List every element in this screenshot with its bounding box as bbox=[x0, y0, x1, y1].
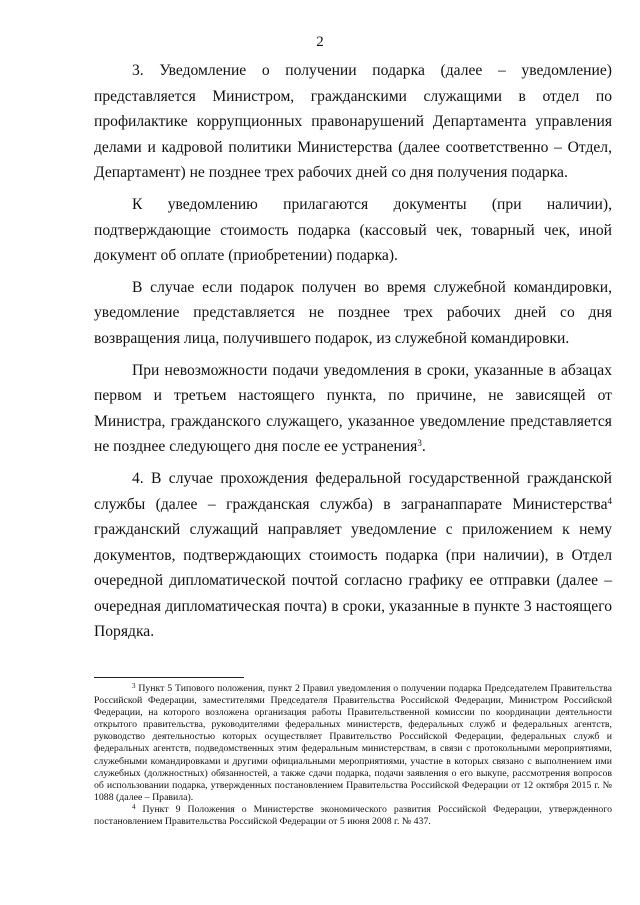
document-body bbox=[94, 58, 612, 651]
footnote-ref-3: 3 bbox=[417, 438, 422, 449]
footnote-3 bbox=[94, 683, 612, 804]
paragraph-item-4-text-after: гражданский служащий направляет уведомление с приложением к нему документов, подтверждающих стоимость подарка (при наличии), в Отдел очередной дипломатической почтой согласно графику ее отправки (далее – очередная дипломатическая почта) в сроки, указанные в пункте 3 настоящего Порядка. bbox=[94, 521, 612, 641]
paragraph-business-trip: В случае если подарок получен во время служебной командировки, уведомление представляется не позднее трех рабочих дней со дня возвращения лица, получившего подарок, из служебной командировки. bbox=[94, 278, 612, 347]
paragraph-item-4-text-before: 4. В случае прохождения федеральной государственной гражданской службы (далее – гражданская служба) в загранаппарате Министерства bbox=[94, 469, 612, 513]
paragraph-impossibility bbox=[94, 358, 612, 460]
footnote-marker-4: 4 bbox=[132, 802, 136, 811]
page-number: 2 bbox=[316, 34, 324, 50]
paragraph-item-3: 3. Уведомление о получении подарка (далее – уведомление) представляется Министром, гражданскими служащими в отдел по профилактике коррупционных правонарушений Департамента управления делами и кадровой политики Министерства (далее соответственно – Отдел, Департамент) не позднее трех рабочих дней со дня получения подарка. bbox=[94, 62, 612, 182]
footnote-text-3: Пункт 5 Типового положения, пункт 2 Правил уведомления о получении подарка Председателем Правительства Российской Федерации, заместителями Председателя Правительства Российской Федерации, Министром Российской Федерации, на которого возложена организация работы Правительственной комиссии по координации деятельности открытого правительства, руководителями федеральных министерств, федеральных служб и федеральных агентств, руководство деятельностью которых осуществляет Правительство Российской Федерации, федеральных служб и федеральных агентств, подведомственных этим федеральным министерствам, в связи с протокольными мероприятиями, служебными командировками и другими официальными мероприятиями, участие в которых связано с выполнением ими служебных (должностных) обязанностей, а также сдачи подарка, подачи заявления о его выкупе, рассмотрения вопросов об использовании подарка, утвержденных постановлением Правительства Российской Федерации от 12 октября 2015 г. № 1088 (далее – Правила). bbox=[94, 683, 612, 803]
footnotes bbox=[94, 683, 612, 828]
paragraph-attachments: К уведомлению прилагаются документы (при наличии), подтверждающие стоимость подарка (кассовый чек, товарный чек, иной документ об оплате (приобретении) подарка). bbox=[94, 195, 612, 265]
paragraph-impossibility-tail: . bbox=[421, 438, 426, 456]
footnote-marker-3: 3 bbox=[132, 682, 136, 690]
footnote-text-4: Пункт 9 Положения о Министерстве экономического развития Российской Федерации, утвержденного постановлением Правительства Российской Федерации от 5 июня 2008 г. № 437. bbox=[94, 803, 612, 828]
footnote-4 bbox=[94, 804, 612, 828]
footnote-ref-4: 4 bbox=[607, 495, 612, 506]
paragraph-impossibility-text: При невозможности подачи уведомления в сроки, указанные в абзацах первом и третьем настоящего пункта, по причине, не зависящей от Министра, гражданского служащего, указанное уведомление представляется не позднее следующего дня после ее устранения bbox=[94, 361, 612, 456]
footnote-divider bbox=[94, 677, 244, 678]
paragraph-item-4 bbox=[94, 466, 612, 645]
